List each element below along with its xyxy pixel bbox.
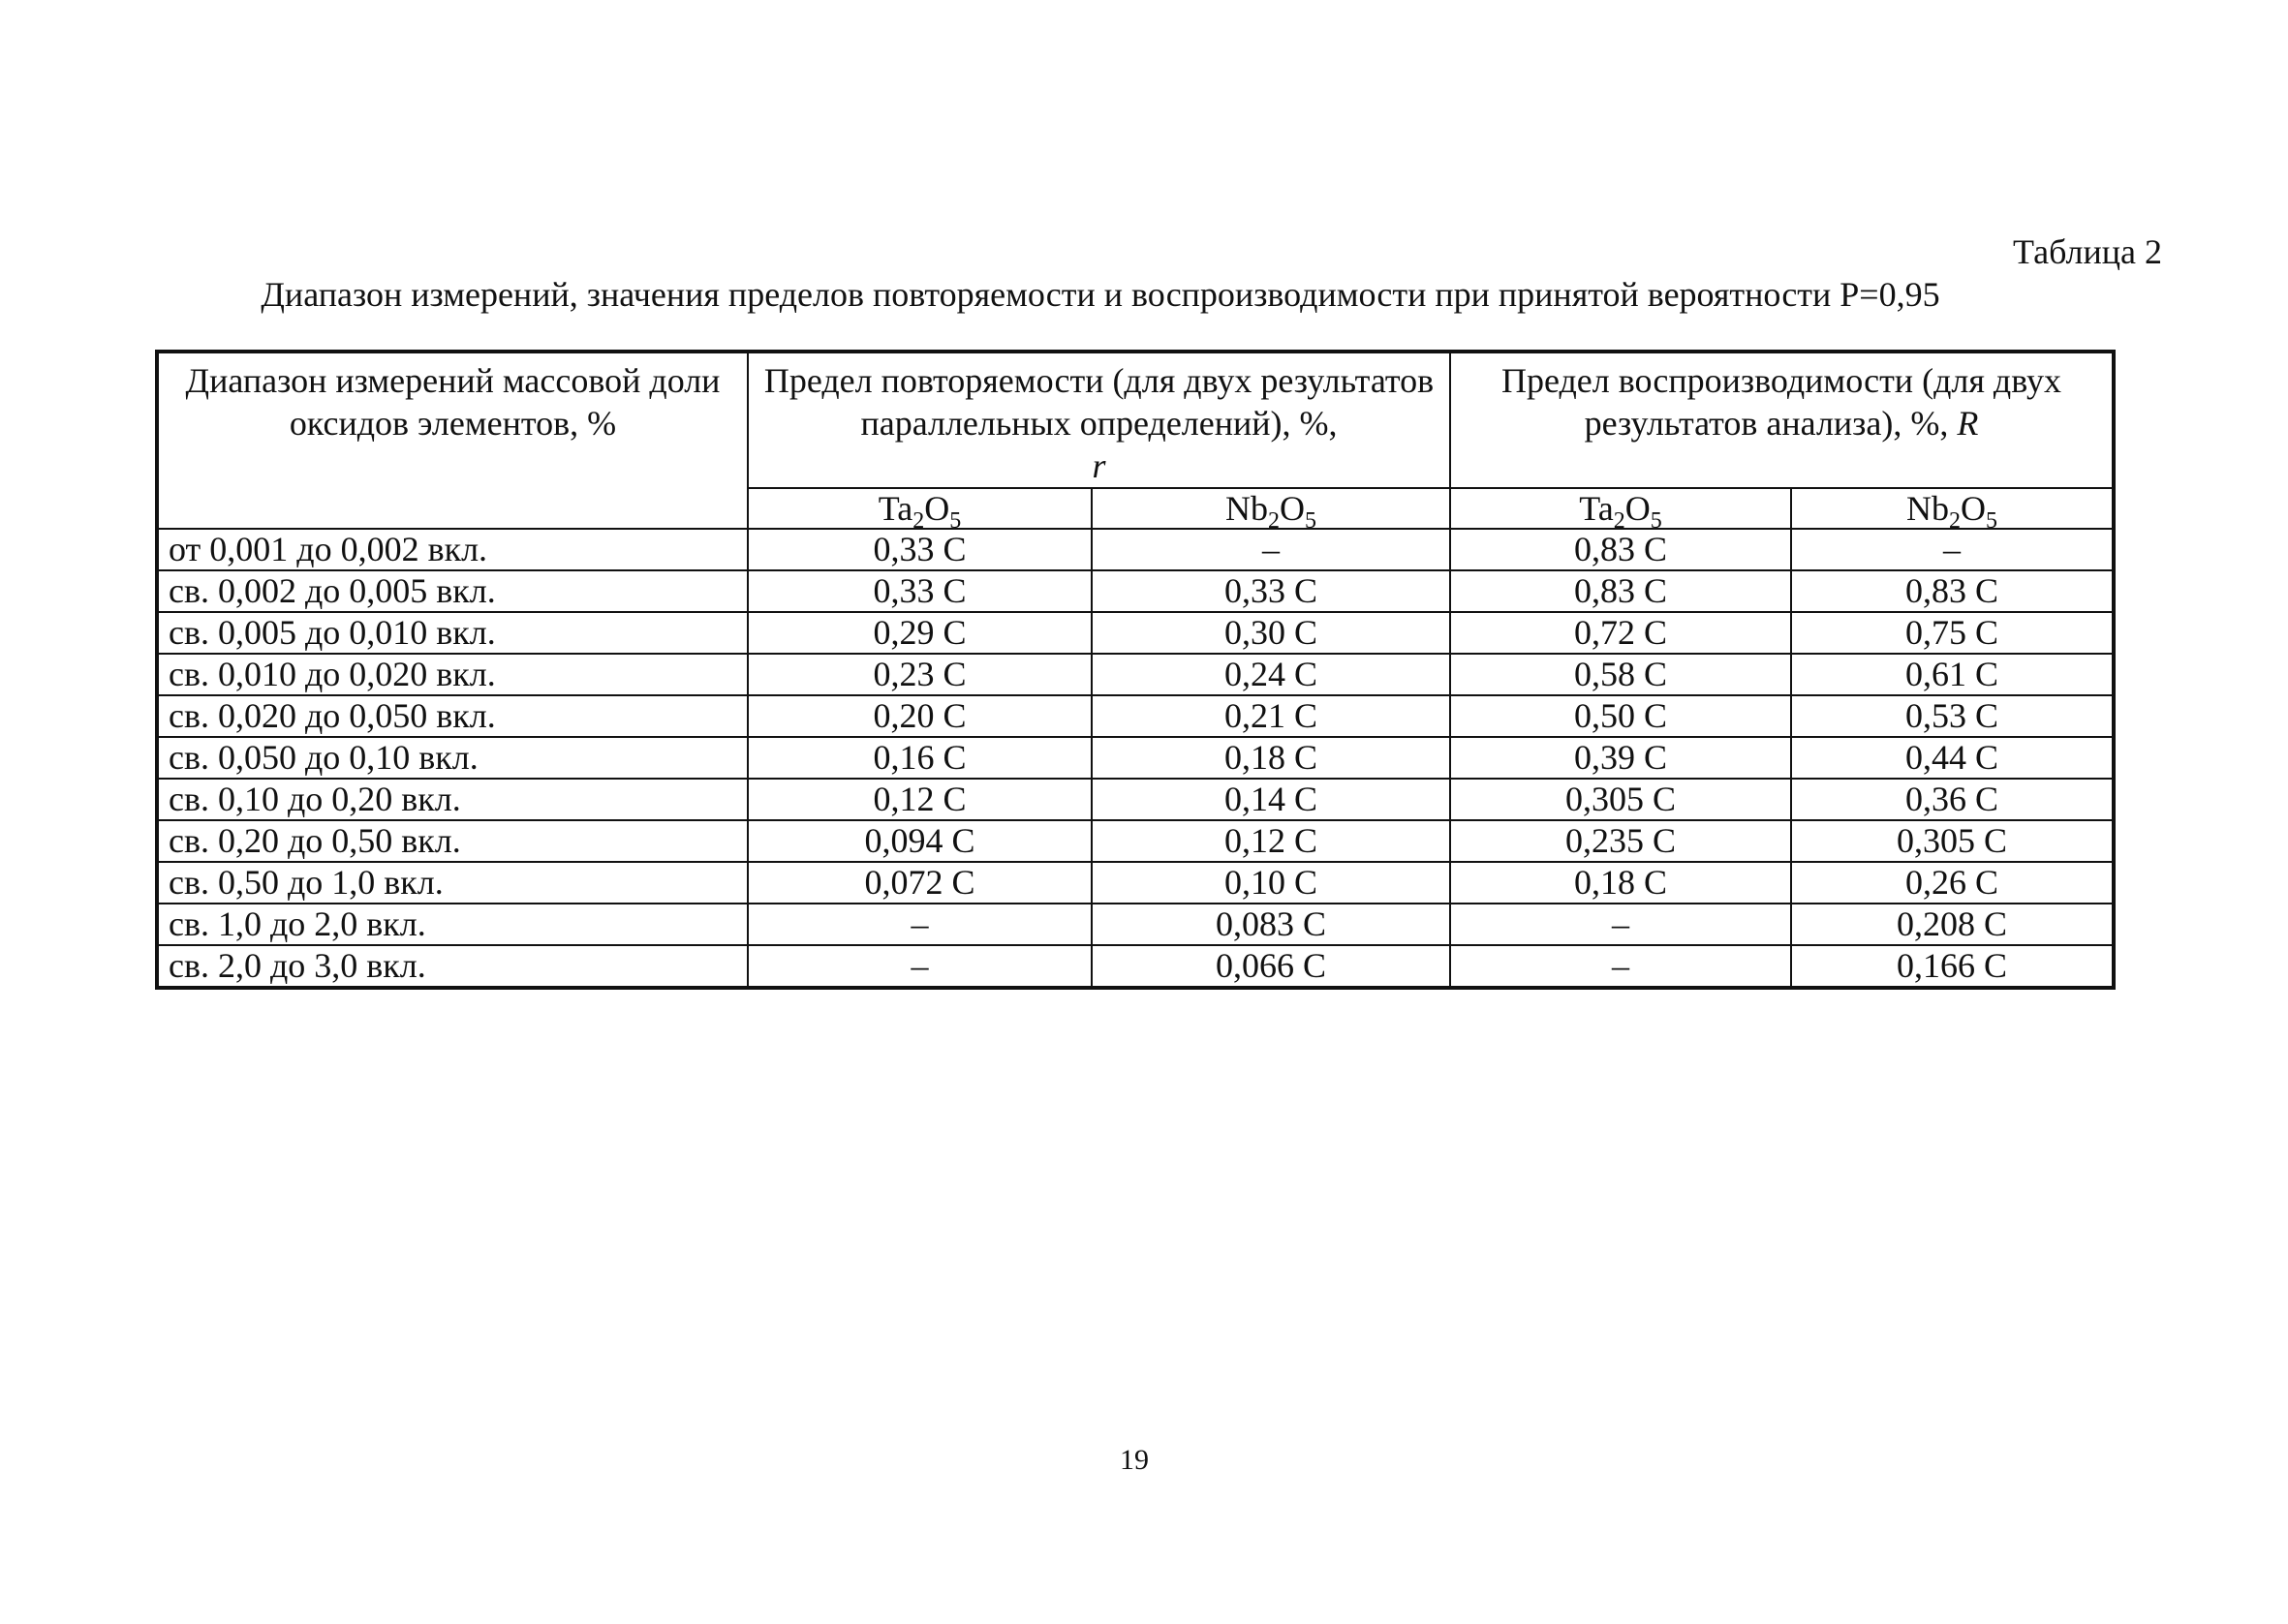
reproducibility-ta2o5-cell: 0,50 C	[1450, 695, 1791, 737]
table-caption: Диапазон измерений, значения пределов повторяемости и воспроизводимости при принятой вероятности P=0,95	[261, 275, 1940, 314]
table-row	[157, 612, 2114, 654]
reproducibility-nb2o5-cell: 0,166 C	[1791, 945, 2114, 988]
reproducibility-nb2o5-cell: 0,83 C	[1791, 570, 2114, 612]
repeatability-nb2o5-cell: 0,14 C	[1092, 779, 1450, 820]
formula-part: Ta	[878, 489, 913, 528]
header-sub-repeatability-ta2o5	[748, 488, 1092, 535]
header-reproducibility-text: Предел воспроизводимости (для двух результатов анализа), %,	[1500, 361, 2061, 443]
repeatability-ta2o5-cell: 0,33 C	[748, 529, 1092, 570]
table-row	[157, 820, 2114, 862]
formula-subscript: 5	[1986, 508, 1997, 535]
formula-part: O	[1624, 489, 1651, 528]
table-row	[157, 737, 2114, 779]
formula-part: Nb	[1225, 489, 1268, 528]
reproducibility-ta2o5-cell: 0,18 C	[1450, 862, 1791, 904]
repeatability-ta2o5-cell: –	[748, 904, 1092, 945]
reproducibility-ta2o5-cell: 0,83 C	[1450, 529, 1791, 570]
range-cell: св. 0,050 до 0,10 вкл.	[157, 737, 748, 779]
range-cell: св. 0,020 до 0,050 вкл.	[157, 695, 748, 737]
header-row-main	[157, 352, 2114, 488]
repeatability-ta2o5-cell: 0,072 C	[748, 862, 1092, 904]
range-cell: св. 1,0 до 2,0 вкл.	[157, 904, 748, 945]
reproducibility-ta2o5-cell: 0,39 C	[1450, 737, 1791, 779]
table-row	[157, 570, 2114, 612]
reproducibility-nb2o5-cell: 0,36 C	[1791, 779, 2114, 820]
reproducibility-ta2o5-cell: 0,58 C	[1450, 654, 1791, 695]
range-cell: св. 0,20 до 0,50 вкл.	[157, 820, 748, 862]
reproducibility-ta2o5-cell: 0,83 C	[1450, 570, 1791, 612]
formula-subscript: 5	[1650, 508, 1662, 535]
table-body	[157, 529, 2114, 988]
repeatability-ta2o5-cell: 0,29 C	[748, 612, 1092, 654]
repeatability-nb2o5-cell: 0,10 C	[1092, 862, 1450, 904]
page-number: 19	[1120, 1444, 1149, 1476]
table-row	[157, 904, 2114, 945]
header-sub-reproducibility-ta2o5	[1450, 488, 1791, 535]
header-range: Диапазон измерений массовой доли оксидов элементов, %	[157, 352, 748, 529]
reproducibility-ta2o5-cell: 0,235 C	[1450, 820, 1791, 862]
range-cell: св. 0,005 до 0,010 вкл.	[157, 612, 748, 654]
formula-subscript: 2	[1268, 508, 1280, 535]
header-reproducibility-symbol: R	[1957, 404, 1979, 443]
repeatability-nb2o5-cell: 0,083 C	[1092, 904, 1450, 945]
range-cell: от 0,001 до 0,002 вкл.	[157, 529, 748, 570]
repeatability-ta2o5-cell: –	[748, 945, 1092, 988]
reproducibility-nb2o5-cell: 0,305 C	[1791, 820, 2114, 862]
precision-limits-table	[155, 350, 2116, 990]
header-sub-reproducibility-nb2o5	[1791, 488, 2114, 535]
reproducibility-nb2o5-cell: 0,61 C	[1791, 654, 2114, 695]
formula-subscript: 5	[1305, 508, 1316, 535]
formula-part: Nb	[1906, 489, 1949, 528]
table-header	[157, 352, 2114, 535]
formula-subscript: 2	[1613, 508, 1625, 535]
formula-subscript: 5	[949, 508, 962, 535]
repeatability-ta2o5-cell: 0,094 C	[748, 820, 1092, 862]
range-cell: св. 0,010 до 0,020 вкл.	[157, 654, 748, 695]
repeatability-nb2o5-cell: 0,24 C	[1092, 654, 1450, 695]
repeatability-ta2o5-cell: 0,23 C	[748, 654, 1092, 695]
table-row	[157, 654, 2114, 695]
reproducibility-nb2o5-cell: 0,53 C	[1791, 695, 2114, 737]
repeatability-ta2o5-cell: 0,33 C	[748, 570, 1092, 612]
table-row	[157, 529, 2114, 570]
repeatability-nb2o5-cell: 0,18 C	[1092, 737, 1450, 779]
range-cell: св. 0,002 до 0,005 вкл.	[157, 570, 748, 612]
header-repeatability-symbol: r	[1092, 446, 1106, 485]
reproducibility-ta2o5-cell: –	[1450, 904, 1791, 945]
repeatability-nb2o5-cell: 0,21 C	[1092, 695, 1450, 737]
repeatability-ta2o5-cell: 0,12 C	[748, 779, 1092, 820]
formula-part: O	[1961, 489, 1986, 528]
reproducibility-ta2o5-cell: 0,305 C	[1450, 779, 1791, 820]
range-cell: св. 0,10 до 0,20 вкл.	[157, 779, 748, 820]
header-reproducibility	[1450, 352, 2114, 488]
repeatability-nb2o5-cell: 0,12 C	[1092, 820, 1450, 862]
repeatability-nb2o5-cell: 0,066 C	[1092, 945, 1450, 988]
table-row	[157, 695, 2114, 737]
formula-part: O	[1280, 489, 1305, 528]
table-label: Таблица 2	[2013, 232, 2162, 271]
reproducibility-nb2o5-cell: 0,44 C	[1791, 737, 2114, 779]
range-cell: св. 2,0 до 3,0 вкл.	[157, 945, 748, 988]
repeatability-nb2o5-cell: –	[1092, 529, 1450, 570]
formula-part: O	[924, 489, 950, 528]
repeatability-ta2o5-cell: 0,20 C	[748, 695, 1092, 737]
table-row	[157, 862, 2114, 904]
header-repeatability-text: Предел повторяемости (для двух результатов параллельных определений), %,	[763, 361, 1435, 443]
repeatability-ta2o5-cell: 0,16 C	[748, 737, 1092, 779]
reproducibility-nb2o5-cell: –	[1791, 529, 2114, 570]
repeatability-nb2o5-cell: 0,33 C	[1092, 570, 1450, 612]
range-cell: св. 0,50 до 1,0 вкл.	[157, 862, 748, 904]
table-row	[157, 779, 2114, 820]
repeatability-nb2o5-cell: 0,30 C	[1092, 612, 1450, 654]
formula-subscript: 2	[912, 508, 925, 535]
header-sub-repeatability-nb2o5	[1092, 488, 1450, 535]
header-repeatability	[748, 352, 1450, 488]
formula-subscript: 2	[1949, 508, 1961, 535]
table-row	[157, 945, 2114, 988]
reproducibility-ta2o5-cell: –	[1450, 945, 1791, 988]
formula-part: Ta	[1579, 489, 1614, 528]
reproducibility-nb2o5-cell: 0,26 C	[1791, 862, 2114, 904]
reproducibility-nb2o5-cell: 0,208 C	[1791, 904, 2114, 945]
reproducibility-ta2o5-cell: 0,72 C	[1450, 612, 1791, 654]
reproducibility-nb2o5-cell: 0,75 C	[1791, 612, 2114, 654]
